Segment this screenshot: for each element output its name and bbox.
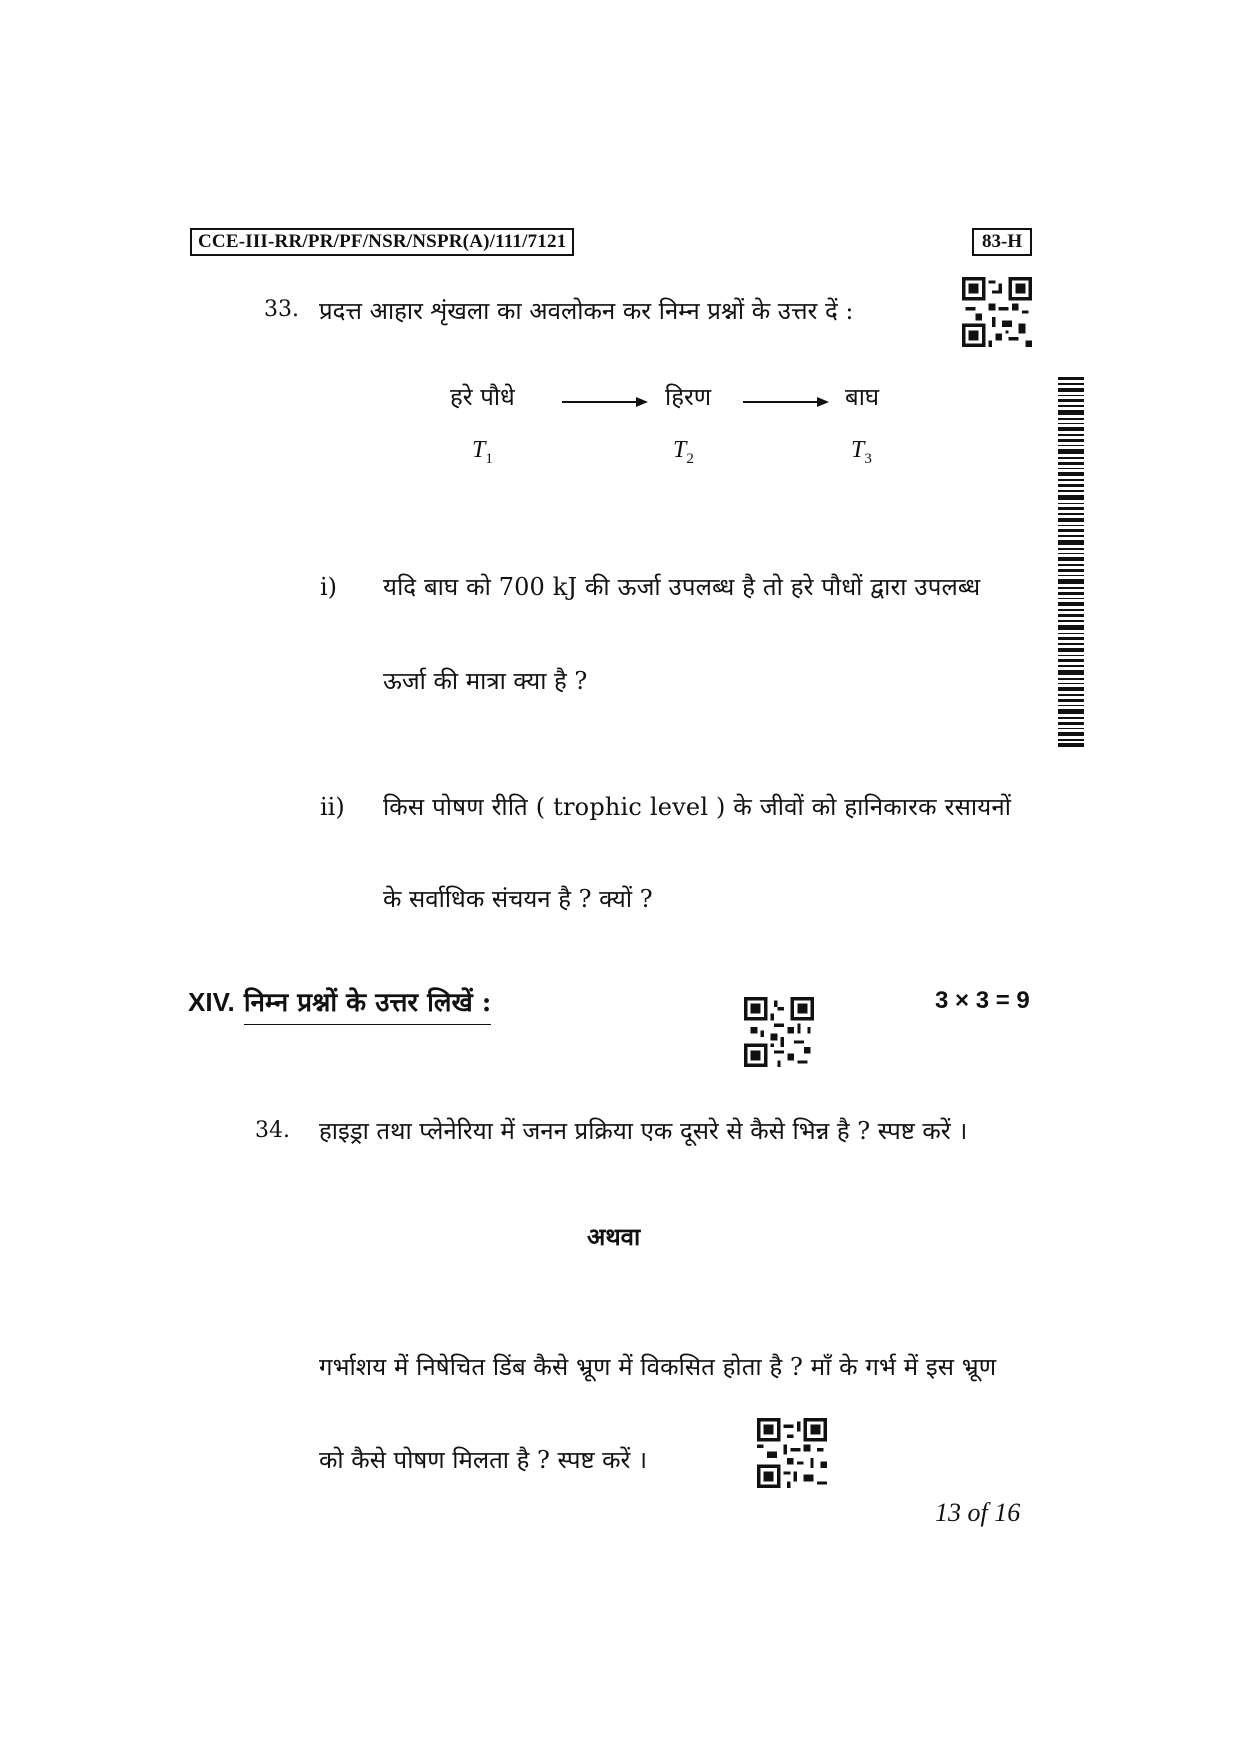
qr-code-icon — [962, 277, 1032, 347]
paper-code: CCE-III-RR/PR/PF/NSR/NSPR(A)/111/7121 — [190, 228, 574, 256]
q33-number: 33. — [264, 297, 299, 322]
q33-part-ii-line2: के सर्वाधिक संचयन है ? क्यों ? — [383, 885, 653, 913]
qr-code-icon — [744, 997, 814, 1067]
trophic-label-t2: $T_2$ — [673, 437, 694, 467]
section-marks: 3 × 3 = 9 — [935, 987, 1030, 1014]
chain-arrow-icon — [562, 390, 648, 414]
qr-code-icon — [757, 1418, 827, 1488]
or-label: अथवा — [587, 1222, 641, 1251]
q34-text: हाइड्रा तथा प्लेनेरिया में जनन प्रक्रिया एक दूसरे से कैसे भिन्न है ? स्पष्ट करें । — [319, 1117, 968, 1145]
page-number: 13 of 16 — [935, 1498, 1021, 1527]
q33-part-i-label: i) — [320, 573, 338, 601]
trophic-label-t1: $T_1$ — [472, 437, 493, 467]
chain-node-deer: हिरण — [665, 383, 712, 411]
chain-node-plants: हरे पौधे — [450, 383, 515, 411]
q34-number: 34. — [255, 1118, 290, 1143]
barcode-icon — [1058, 377, 1084, 747]
q33-part-i-line1: यदि बाघ को 700 kJ की ऊर्जा उपलब्ध है तो हरे पौधों द्वारा उपलब्ध — [383, 573, 981, 601]
q33-part-ii-label: ii) — [320, 793, 345, 821]
section-title: निम्न प्रश्नों के उत्तर लिखें : — [244, 988, 492, 1025]
q33-part-ii-line1: किस पोषण रीति ( trophic level ) के जीवों को हानिकारक रसायनों — [383, 793, 1012, 821]
series-code: 83-H — [972, 228, 1032, 256]
chain-arrow-icon — [743, 390, 829, 414]
q33-part-i-line2: ऊर्जा की मात्रा क्या है ? — [383, 667, 588, 695]
q34-alt-line1: गर्भाशय में निषेचित डिंब कैसे भ्रूण में विकसित होता है ? माँ के गर्भ में इस भ्रूण — [319, 1353, 997, 1381]
trophic-label-t3: $T_3$ — [851, 437, 872, 467]
section-heading — [188, 983, 491, 1019]
section-number: XIV. — [188, 987, 235, 1017]
chain-node-tiger: बाघ — [845, 383, 880, 411]
q33-text: प्रदत्त आहार शृंखला का अवलोकन कर निम्न प्रश्नों के उत्तर दें : — [319, 297, 854, 325]
q34-alt-line2: को कैसे पोषण मिलता है ? स्पष्ट करें । — [319, 1446, 648, 1474]
